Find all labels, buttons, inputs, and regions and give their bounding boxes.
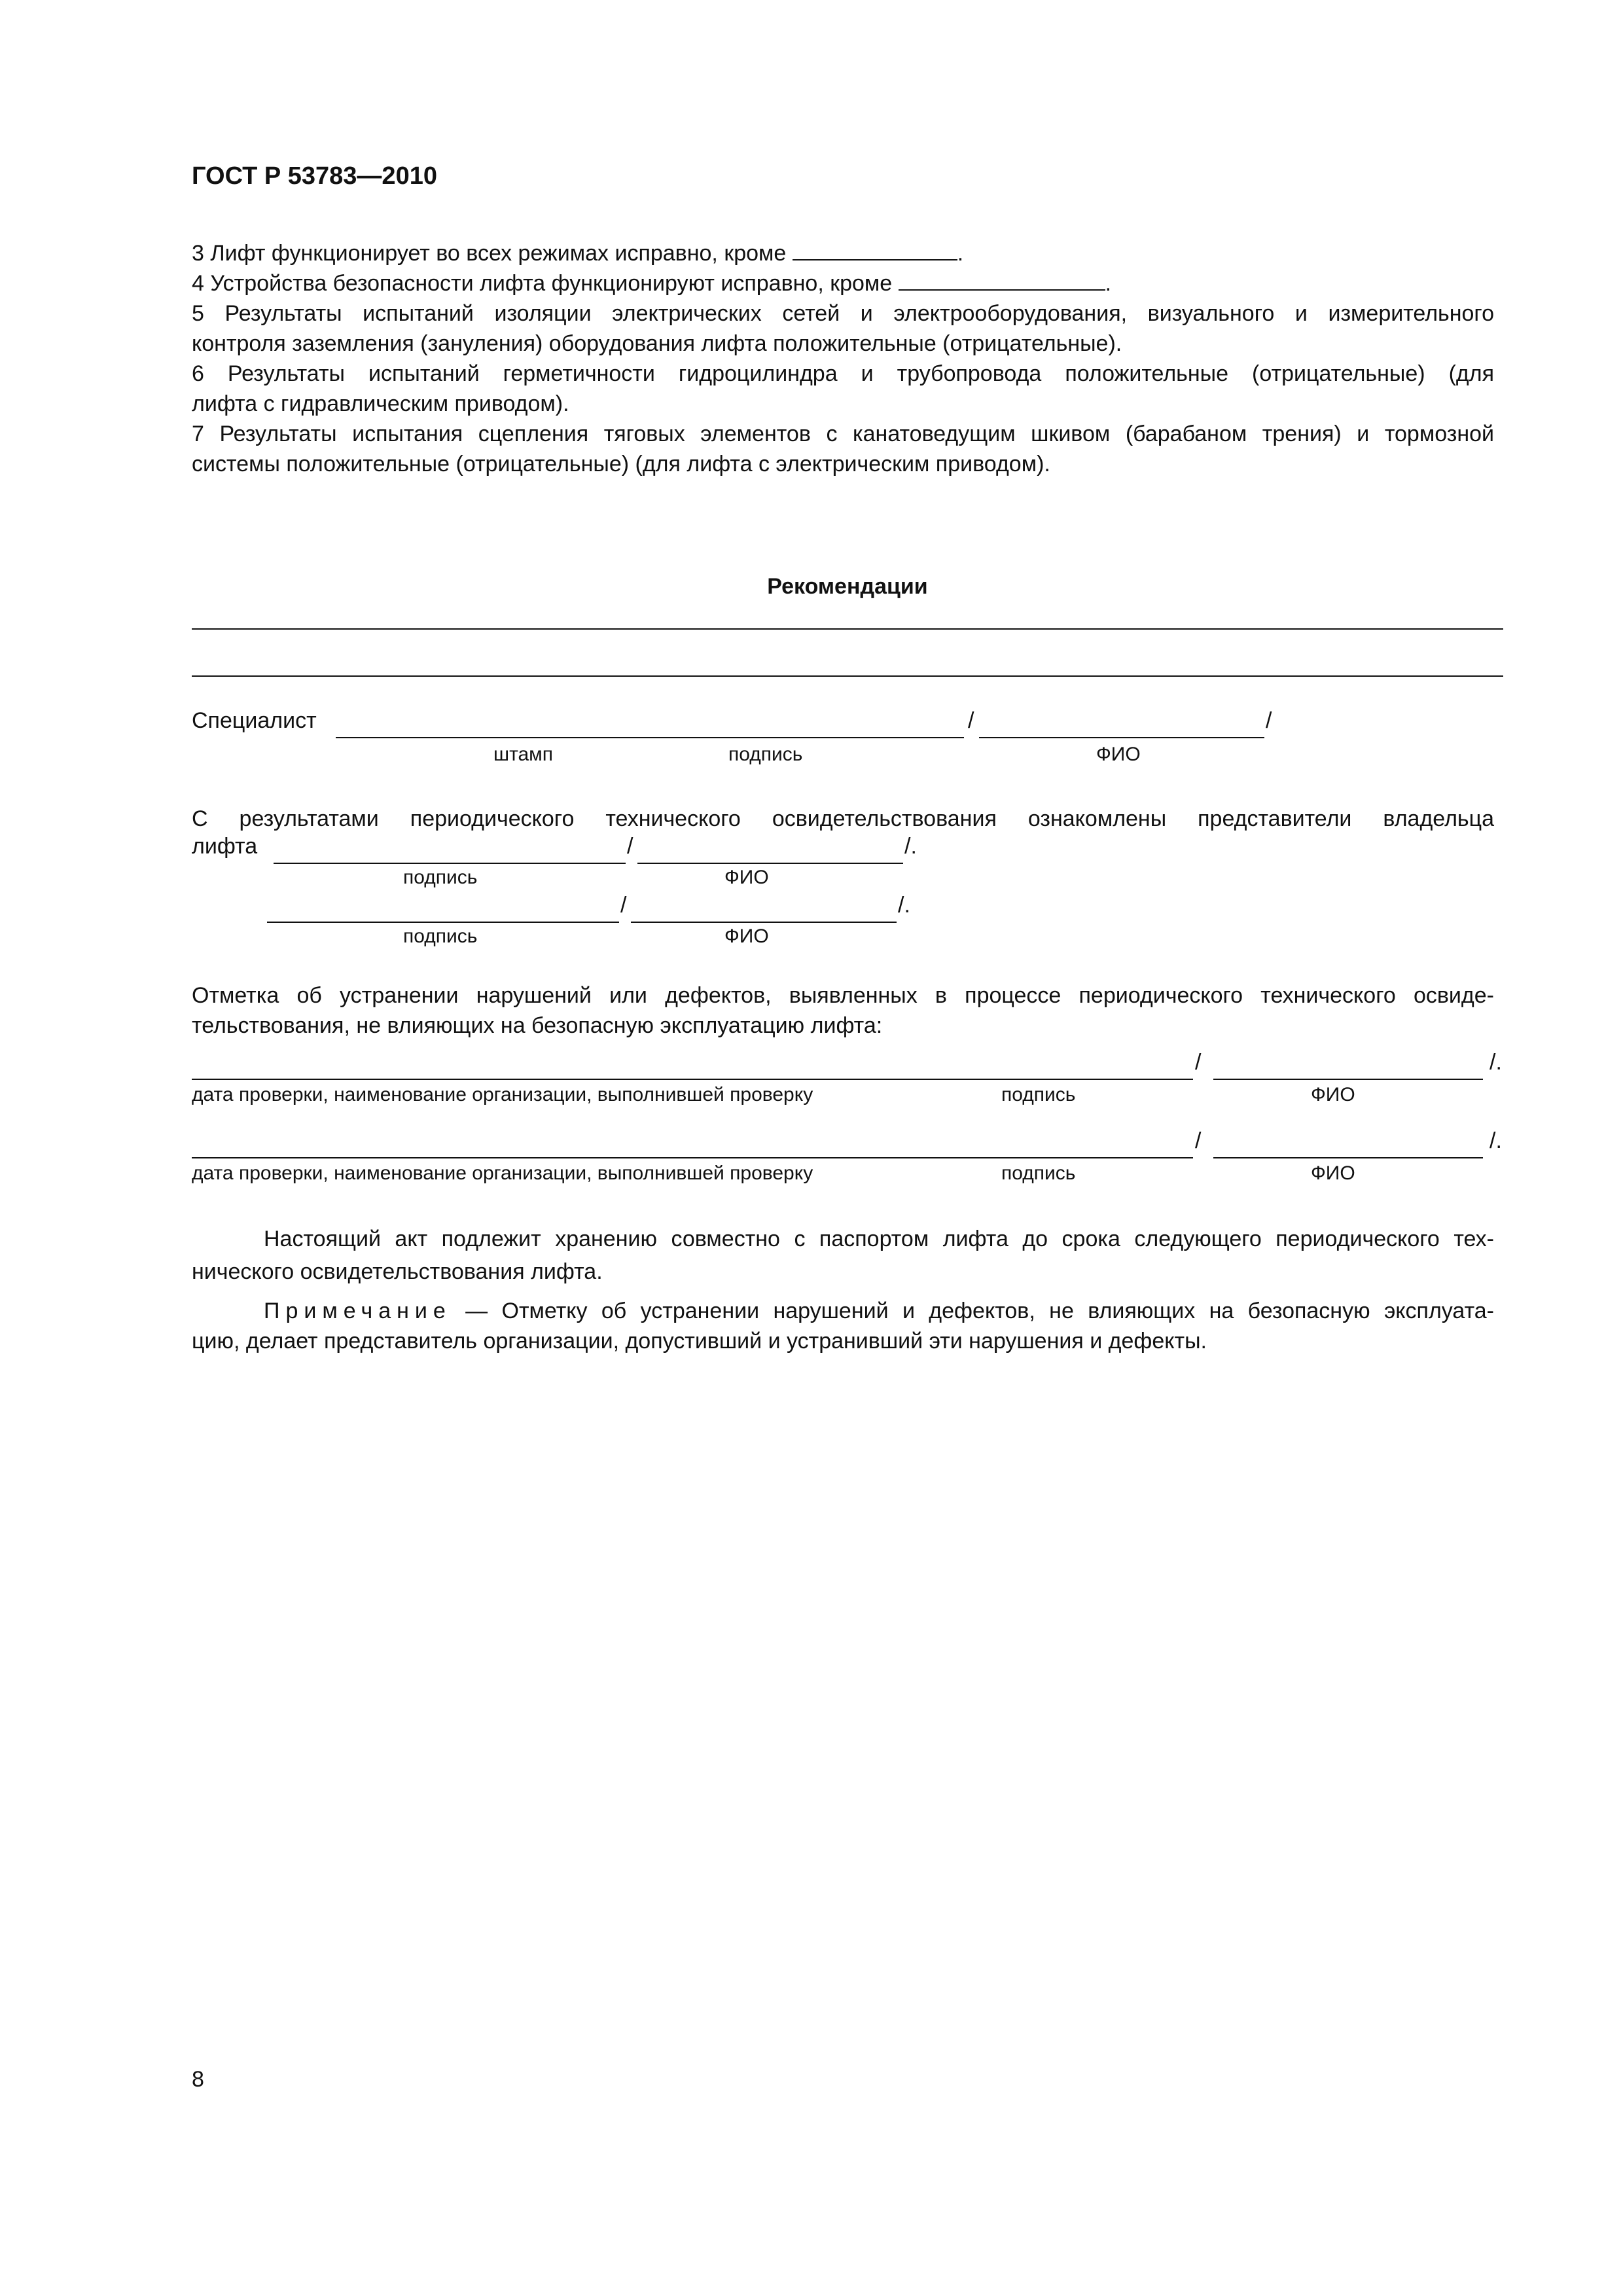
item-3: [192, 238, 1494, 268]
recommendations-line-2[interactable]: [192, 675, 1503, 677]
standard-header: ГОСТ Р 53783—2010: [192, 162, 437, 190]
check-2-end: /.: [1489, 1128, 1502, 1153]
item-3-blank[interactable]: [793, 240, 957, 260]
item-6-line-1: 6 Результаты испытаний герметичности гидроцилиндра и трубопровода положительные (отрицательные) (для: [192, 361, 1494, 386]
check-2-org-field[interactable]: [192, 1157, 1193, 1158]
owner-1-name-field[interactable]: [637, 863, 903, 864]
item-7-line-1: 7 Результаты испытания сцепления тяговых элементов с канатоведущим шкивом (барабаном трения) и тормозной: [192, 422, 1494, 446]
check-1-end: /.: [1489, 1050, 1502, 1075]
owner-2-end: /.: [898, 893, 910, 918]
note-text: — Отметку об устранении нарушений и дефектов, не влияющих на безопасную эксплуата-: [451, 1299, 1494, 1323]
item-3-period: .: [957, 241, 964, 266]
owner-1-caption-name: ФИО: [724, 867, 769, 888]
item-4-text: 4 Устройства безопасности лифта функционируют исправно, кроме: [192, 271, 893, 296]
owner-1-end: /.: [904, 834, 917, 859]
specialist-stamp-signature-field[interactable]: [336, 737, 964, 738]
note-line-1: [192, 1296, 1494, 1326]
owner-1-signature-field[interactable]: [274, 863, 626, 864]
item-4-blank[interactable]: [899, 270, 1105, 291]
recommendations-title: Рекомендации: [767, 574, 928, 599]
check-2-caption: дата проверки, наименование организации, выполнившей проверку: [192, 1162, 813, 1184]
item-5-line-2: контроля заземления (зануления) оборудования лифта положительные (отрицательные).: [192, 331, 1122, 356]
owner-1-slash: /: [627, 834, 633, 859]
owner-2-name-field[interactable]: [631, 922, 897, 923]
check-1-org-field[interactable]: [192, 1079, 1193, 1080]
owners-lift-label: лифта: [192, 834, 258, 859]
storage-line-1: Настоящий акт подлежит хранению совместно с паспортом лифта до срока следующего периодического тех-: [264, 1227, 1494, 1251]
owner-2-caption-name: ФИО: [724, 925, 769, 947]
owner-2-signature-field[interactable]: [267, 922, 619, 923]
check-1-caption-signature: подпись: [1001, 1084, 1076, 1105]
storage-line-2: нического освидетельствования лифта.: [192, 1259, 603, 1284]
page-number: 8: [192, 2067, 204, 2092]
specialist-label: Специалист: [192, 708, 317, 733]
item-4: [192, 268, 1494, 298]
item-5-line-1: 5 Результаты испытаний изоляции электрических сетей и электрооборудования, визуального и измерительного: [192, 301, 1494, 326]
owner-2-slash: /: [620, 893, 627, 918]
recommendations-line-1[interactable]: [192, 628, 1503, 630]
caption-name: ФИО: [1096, 744, 1141, 765]
owner-1-caption-signature: подпись: [403, 867, 478, 888]
caption-signature: подпись: [728, 744, 803, 765]
defects-line-1: Отметка об устранении нарушений или дефектов, выявленных в процессе периодического технического освиде-: [192, 983, 1494, 1008]
defects-line-2: тельствования, не влияющих на безопасную эксплуатацию лифта:: [192, 1013, 883, 1038]
check-1-caption: дата проверки, наименование организации, выполнившей проверку: [192, 1084, 813, 1105]
item-6-line-2: лифта с гидравлическим приводом).: [192, 391, 569, 416]
specialist-slash-2: /: [1266, 708, 1272, 733]
check-1-slash: /: [1195, 1050, 1202, 1075]
note-label: Примечание: [264, 1299, 452, 1323]
owner-2-caption-signature: подпись: [403, 925, 478, 947]
specialist-slash-1: /: [968, 708, 974, 733]
caption-stamp: штамп: [493, 744, 554, 765]
check-2-caption-signature: подпись: [1001, 1162, 1076, 1184]
check-2-slash: /: [1195, 1128, 1202, 1153]
item-3-text: 3 Лифт функционирует во всех режимах исправно, кроме: [192, 241, 787, 266]
check-2-name-field[interactable]: [1213, 1157, 1483, 1158]
owners-line-1: С результатами периодического технического освидетельствования ознакомлены представители владельца: [192, 806, 1494, 831]
check-2-caption-name: ФИО: [1311, 1162, 1355, 1184]
check-1-caption-name: ФИО: [1311, 1084, 1355, 1105]
check-1-name-field[interactable]: [1213, 1079, 1483, 1080]
note-line-2: цию, делает представитель организации, допустивший и устранивший эти нарушения и дефекты.: [192, 1329, 1207, 1354]
item-4-period: .: [1105, 271, 1112, 296]
specialist-name-field[interactable]: [979, 737, 1264, 738]
item-7-line-2: системы положительные (отрицательные) (для лифта с электрическим приводом).: [192, 452, 1050, 476]
